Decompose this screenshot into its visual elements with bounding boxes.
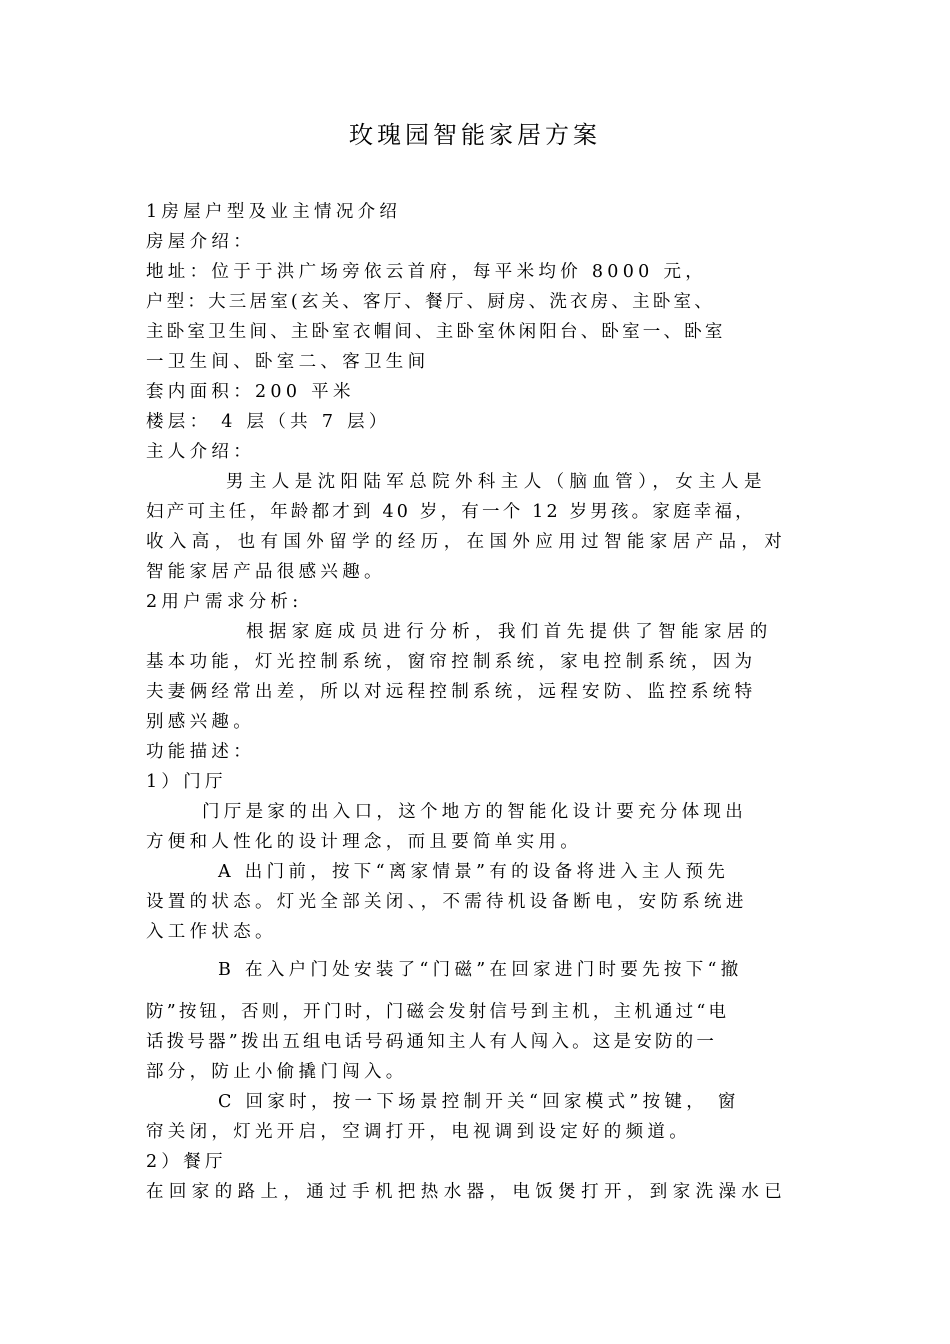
paragraph-line: 基本功能，灯光控制系统，窗帘控制系统，家电控制系统，因为 bbox=[146, 652, 757, 672]
item-a-line: 设置的状态。灯光全部关闭、，不需待机设备断电，安防系统进 bbox=[146, 892, 748, 912]
subheading-functions: 功能描述： bbox=[146, 742, 255, 762]
item-a-line: 入工作状态。 bbox=[146, 922, 277, 942]
text-line: 主卧室卫生间、主卧室衣帽间、主卧室休闲阳台、卧室一、卧室 bbox=[146, 322, 726, 342]
paragraph-line: 根据家庭成员进行分析，我们首先提供了智能家居的 bbox=[246, 622, 773, 642]
item-b-line: 话拨号器”拨出五组电话号码通知主人有人闯入。这是安防的一 bbox=[146, 1032, 718, 1052]
subheading-owner: 主人介绍： bbox=[146, 442, 255, 462]
text-line: 户型：大三居室(玄关、客厅、餐厅、厨房、洗衣房、主卧室、 bbox=[146, 292, 715, 312]
paragraph-line: 男主人是沈阳陆军总院外科主人（脑血管），女主人是 bbox=[226, 472, 767, 492]
paragraph-line: 智能家居产品很感兴趣。 bbox=[146, 562, 386, 582]
paragraph-line: 门厅是家的出入口，这个地方的智能化设计要充分体现出 bbox=[202, 802, 747, 822]
text-line: 地址：位于于洪广场旁依云首府，每平米均价 8000 元， bbox=[146, 262, 708, 282]
subheading-dining: 2）餐厅 bbox=[146, 1152, 227, 1172]
paragraph-line: 收入高，也有国外留学的经历，在国外应用过智能家居产品，对 bbox=[146, 532, 788, 552]
paragraph-line: 别感兴趣。 bbox=[146, 712, 255, 732]
item-c-line: 帘关闭，灯光开启，空调打开，电视调到设定好的频道。 bbox=[146, 1122, 691, 1142]
item-b-line: 部分，防止小偷撬门闯入。 bbox=[146, 1062, 408, 1082]
text-line: 楼层： 4 层（共 7 层） bbox=[146, 412, 391, 432]
subheading-house: 房屋介绍： bbox=[146, 232, 255, 252]
section-heading-needs: 2用户需求分析: bbox=[146, 592, 303, 612]
document-title: 玫瑰园智能家居方案 bbox=[349, 121, 601, 149]
paragraph-line: 妇产可主任，年龄都才到 40 岁，有一个 12 岁男孩。家庭幸福， bbox=[146, 502, 756, 522]
item-b-line: B 在入户门处安装了“门磁”在回家进门时要先按下“撤 bbox=[218, 960, 743, 980]
text-line: 一卫生间、卧室二、客卫生间 bbox=[146, 352, 430, 372]
text-line: 套内面积：200 平米 bbox=[146, 382, 355, 402]
item-a-line: A 出门前，按下“离家情景”有的设备将进入主人预先 bbox=[218, 862, 730, 882]
item-b-line: 防”按钮，否则，开门时，门磁会发射信号到主机，主机通过“电 bbox=[146, 1002, 730, 1022]
paragraph-line: 在回家的路上，通过手机把热水器，电饭煲打开，到家洗澡水已 bbox=[146, 1182, 788, 1202]
subheading-foyer: 1）门厅 bbox=[146, 772, 227, 792]
section-heading-house-intro: 1房屋户型及业主情况介绍 bbox=[146, 202, 402, 222]
item-c-line: C 回家时，按一下场景控制开关“回家模式”按键， 窗 bbox=[218, 1092, 740, 1112]
paragraph-line: 方便和人性化的设计理念，而且要简单实用。 bbox=[146, 832, 582, 852]
paragraph-line: 夫妻俩经常出差，所以对远程控制系统，远程安防、监控系统特 bbox=[146, 682, 757, 702]
